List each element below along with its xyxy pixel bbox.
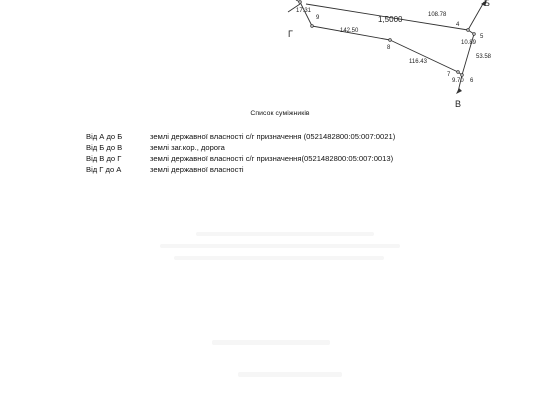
point-number: 8 [387, 45, 391, 51]
show-through-mark [212, 340, 330, 345]
arrow-line-b [468, 2, 484, 30]
distance-label: 9.70 [452, 78, 464, 84]
adjacency-from: Від Б до В [86, 143, 123, 152]
distance-label: 53.58 [476, 54, 492, 60]
point-number: 7 [447, 72, 451, 78]
adjacency-list [86, 131, 506, 175]
show-through-mark [196, 232, 374, 236]
point-number: 5 [480, 34, 484, 40]
adjacency-from: Від А до Б [86, 132, 123, 141]
point-marker-4 [467, 29, 470, 32]
point-number: 4 [456, 22, 460, 28]
point-number: 6 [470, 78, 474, 84]
distance-label: 116.43 [409, 59, 427, 65]
adjacency-row [86, 142, 506, 153]
corner-label-v: В [455, 99, 462, 109]
distance-label: 17.31 [296, 8, 312, 14]
adjacency-description: землі державної власності с/г призначення (0521482800:05:007:0021) [150, 132, 396, 141]
point-marker-8 [389, 39, 392, 42]
adjacency-row [86, 153, 506, 164]
corner-label-b: Б [484, 0, 490, 8]
adjacency-row [86, 164, 506, 175]
show-through-mark [174, 256, 384, 260]
point-marker-6 [461, 74, 464, 77]
show-through-mark [160, 244, 400, 248]
adjacency-description: землі державної власності с/г призначення(0521482800:05:007:0013) [150, 154, 394, 163]
plot-area-label: 1,5000 [378, 15, 403, 24]
distance-label: 142.50 [340, 28, 359, 34]
adjacency-from: Від Г до А [86, 165, 122, 174]
adjacency-description: землі державної власності [150, 165, 244, 174]
boundary-line-8-7 [390, 40, 458, 72]
boundary-line-left [300, 2, 312, 26]
adjacency-list-title: Список суміжників [250, 110, 310, 117]
adjacency-row [86, 131, 506, 142]
adjacency-description: землі заг.кор., дорога [150, 143, 225, 152]
distance-label: 10.89 [461, 40, 477, 46]
point-marker-5 [473, 33, 476, 36]
arrow-head-v-icon [456, 88, 462, 94]
point-marker-top-left [299, 1, 302, 4]
adjacency-from: Від В до Г [86, 154, 122, 163]
point-number: 9 [316, 15, 320, 21]
show-through-mark [238, 372, 342, 377]
corner-label-g: Г [288, 29, 293, 39]
distance-label: 108.78 [428, 12, 447, 18]
point-marker-9 [311, 25, 314, 28]
point-marker-7 [457, 71, 460, 74]
